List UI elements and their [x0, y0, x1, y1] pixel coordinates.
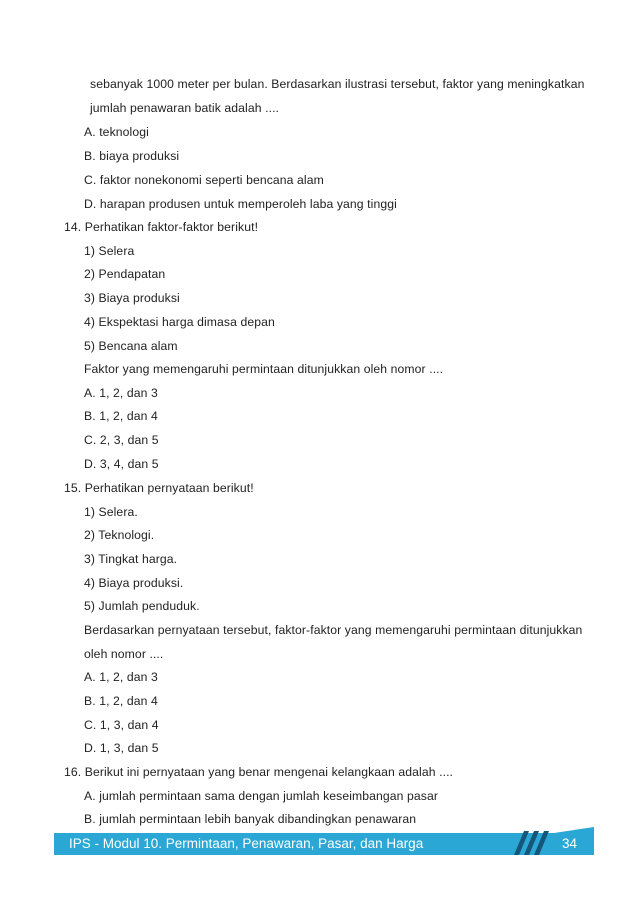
question-14-item-2: 2) Pendapatan: [84, 267, 166, 281]
question-14-option-d: D. 3, 4, dan 5: [84, 457, 159, 471]
question-14-option-a: A. 1, 2, dan 3: [84, 386, 158, 400]
question-14-item-4: 4) Ekspektasi harga dimasa depan: [84, 315, 275, 329]
question-13-option-b: B. biaya produksi: [84, 149, 180, 163]
question-14-item-3: 3) Biaya produksi: [84, 291, 180, 305]
question-15-item-5: 5) Jumlah penduduk.: [84, 599, 200, 613]
question-15-prompt-line-2: oleh nomor ....: [84, 647, 164, 661]
question-14-option-c: C. 2, 3, dan 5: [84, 433, 159, 447]
question-14-item-1: 1) Selera: [84, 244, 135, 258]
question-15-title: 15. Perhatikan pernyataan berikut!: [64, 481, 254, 495]
page-number: 34: [562, 836, 578, 851]
question-15-option-b: B. 1, 2, dan 4: [84, 694, 158, 708]
question-15-option-a: A. 1, 2, dan 3: [84, 670, 158, 684]
question-14-option-b: B. 1, 2, dan 4: [84, 409, 158, 423]
question-15-prompt-line-1: Berdasarkan pernyataan tersebut, faktor-faktor yang memengaruhi permintaan ditunjukkan: [84, 623, 583, 637]
question-13-continuation-line-1: sebanyak 1000 meter per bulan. Berdasarkan ilustrasi tersebut, faktor yang meningkatkan: [90, 77, 585, 91]
question-14-prompt: Faktor yang memengaruhi permintaan ditunjukkan oleh nomor ....: [84, 362, 444, 376]
question-13-option-c: C. faktor nonekonomi seperti bencana alam: [84, 173, 324, 187]
question-15-item-1: 1) Selera.: [84, 505, 138, 519]
question-16-option-a: A. jumlah permintaan sama dengan jumlah keseimbangan pasar: [84, 789, 439, 803]
question-15-item-4: 4) Biaya produksi.: [84, 576, 184, 590]
question-15-option-c: C. 1, 3, dan 4: [84, 718, 159, 732]
question-14-title: 14. Perhatikan faktor-faktor berikut!: [64, 220, 259, 234]
question-15-option-d: D. 1, 3, dan 5: [84, 741, 159, 755]
question-14-item-5: 5) Bencana alam: [84, 339, 178, 353]
question-13-continuation-line-2: jumlah penawaran batik adalah ....: [90, 101, 280, 115]
question-13-option-d: D. harapan produsen untuk memperoleh laba yang tinggi: [84, 197, 397, 211]
question-16-option-b: B. jumlah permintaan lebih banyak dibandingkan penawaran: [84, 812, 417, 826]
question-15-item-3: 3) Tingkat harga.: [84, 552, 178, 566]
question-15-item-2: 2) Teknologi.: [84, 528, 155, 542]
question-16-title: 16. Berikut ini pernyataan yang benar mengenai kelangkaan adalah ....: [64, 765, 454, 779]
footer-module-title: IPS - Modul 10. Permintaan, Penawaran, Pasar, dan Harga: [69, 836, 424, 851]
question-13-option-a: A. teknologi: [84, 125, 149, 139]
